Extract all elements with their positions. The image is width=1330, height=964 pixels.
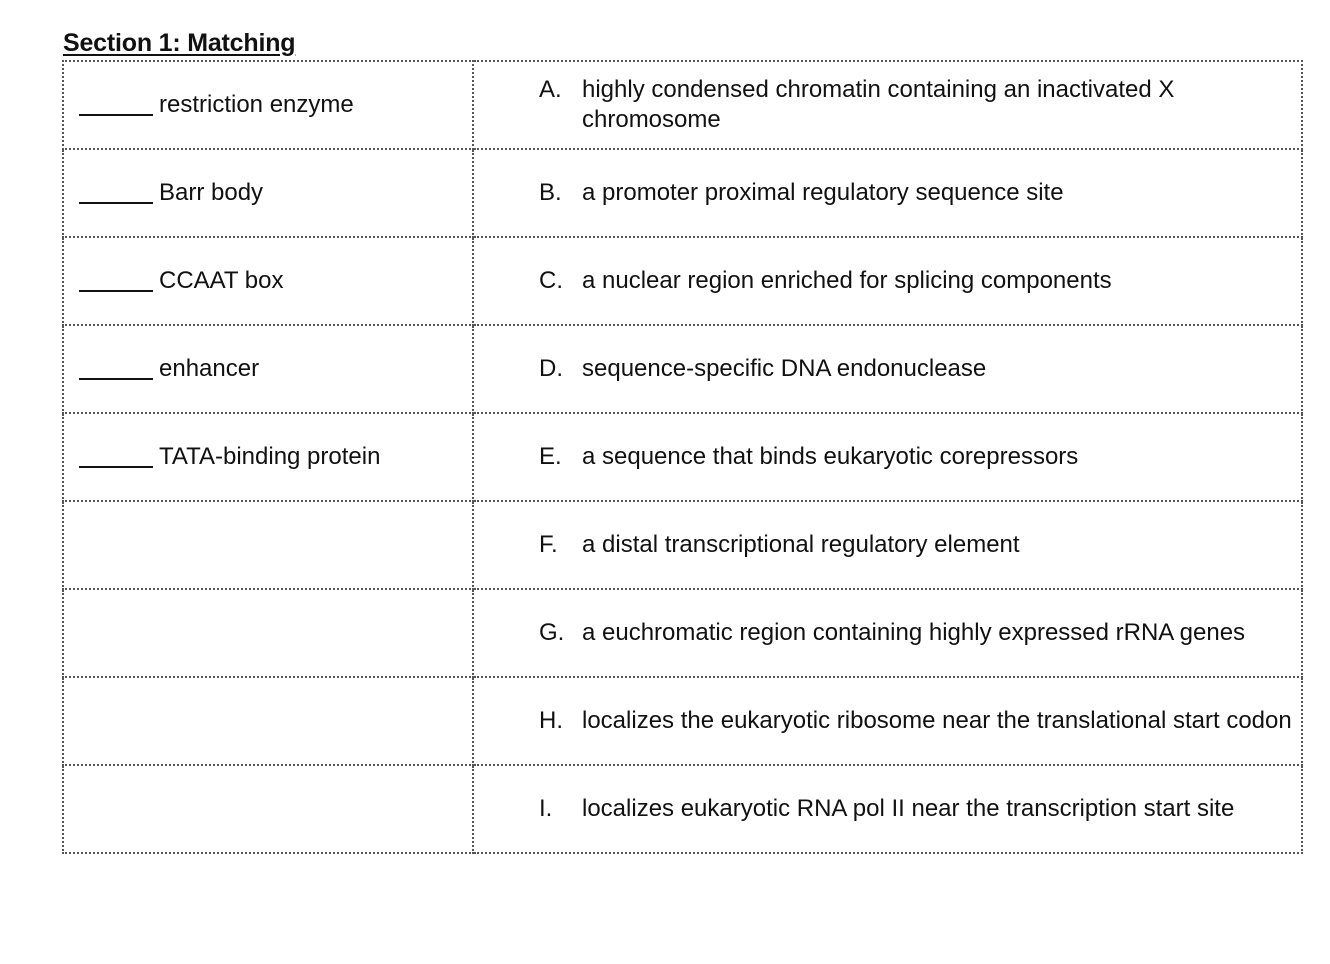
answer-text: a nuclear region enriched for splicing components xyxy=(582,267,1112,294)
section-title: Section 1: Matching xyxy=(63,29,296,57)
answer-cell xyxy=(473,589,1302,677)
table-row xyxy=(63,149,1302,237)
answer-letter: E. xyxy=(539,443,562,470)
term-label: CCAAT box xyxy=(159,267,284,294)
empty-term-cell xyxy=(63,677,473,765)
table-row xyxy=(63,325,1302,413)
term-item xyxy=(64,442,472,472)
answer-cell xyxy=(473,61,1302,149)
answer-text: sequence-specific DNA endonuclease xyxy=(582,355,987,382)
answer-cell xyxy=(473,237,1302,325)
term-item xyxy=(64,90,472,120)
answer-letter: I. xyxy=(539,795,553,822)
empty-term-cell xyxy=(63,765,473,853)
answer-cell xyxy=(473,149,1302,237)
answer-text: a promoter proximal regulatory sequence site xyxy=(582,179,1064,206)
term-cell xyxy=(63,413,473,501)
answer-item xyxy=(474,354,1301,384)
answer-letter: B. xyxy=(539,179,562,206)
answer-blank[interactable] xyxy=(79,290,153,292)
term-label: enhancer xyxy=(159,355,260,382)
answer-text: localizes eukaryotic RNA pol II near the transcription start site xyxy=(582,795,1235,822)
term-item xyxy=(64,354,472,384)
answer-text: a euchromatic region containing highly expressed rRNA genes xyxy=(582,619,1246,646)
term-label: Barr body xyxy=(159,179,264,206)
answer-blank[interactable] xyxy=(79,114,153,116)
answer-text: a sequence that binds eukaryotic corepressors xyxy=(582,443,1079,470)
answer-cell xyxy=(473,765,1302,853)
answer-text: a distal transcriptional regulatory element xyxy=(582,531,1020,558)
table-row xyxy=(63,61,1302,149)
answer-item xyxy=(474,178,1301,208)
answer-letter: A. xyxy=(539,76,562,103)
table-row xyxy=(63,413,1302,501)
table-row xyxy=(63,589,1302,677)
answer-text: highly condensed chromatin containing an inactivated X chromosome xyxy=(582,76,1175,133)
answer-blank[interactable] xyxy=(79,466,153,468)
answer-cell xyxy=(473,325,1302,413)
empty-term-cell xyxy=(63,589,473,677)
term-cell xyxy=(63,325,473,413)
term-cell xyxy=(63,237,473,325)
answer-letter: D. xyxy=(539,355,563,382)
term-cell xyxy=(63,61,473,149)
answer-letter: C. xyxy=(539,267,563,294)
answer-letter: H. xyxy=(539,707,563,734)
table-row xyxy=(63,237,1302,325)
term-item xyxy=(64,178,472,208)
answer-item xyxy=(474,794,1301,824)
answer-item xyxy=(474,266,1301,296)
matching-table xyxy=(62,60,1303,854)
answer-item xyxy=(474,618,1301,648)
answer-letter: F. xyxy=(539,531,558,558)
table-row xyxy=(63,501,1302,589)
table-row xyxy=(63,765,1302,853)
answer-item xyxy=(474,706,1301,736)
answer-item xyxy=(474,530,1301,560)
answer-item xyxy=(474,442,1301,472)
answer-blank[interactable] xyxy=(79,202,153,204)
answer-cell xyxy=(473,413,1302,501)
answer-blank[interactable] xyxy=(79,378,153,380)
empty-term-cell xyxy=(63,501,473,589)
term-item xyxy=(64,266,472,296)
answer-text: localizes the eukaryotic ribosome near the translational start codon xyxy=(582,707,1292,734)
term-cell xyxy=(63,149,473,237)
answer-cell xyxy=(473,677,1302,765)
table-row xyxy=(63,677,1302,765)
answer-cell xyxy=(473,501,1302,589)
answer-item xyxy=(474,75,1301,135)
term-label: restriction enzyme xyxy=(159,91,354,118)
term-label: TATA-binding protein xyxy=(159,443,381,470)
answer-letter: G. xyxy=(539,619,565,646)
